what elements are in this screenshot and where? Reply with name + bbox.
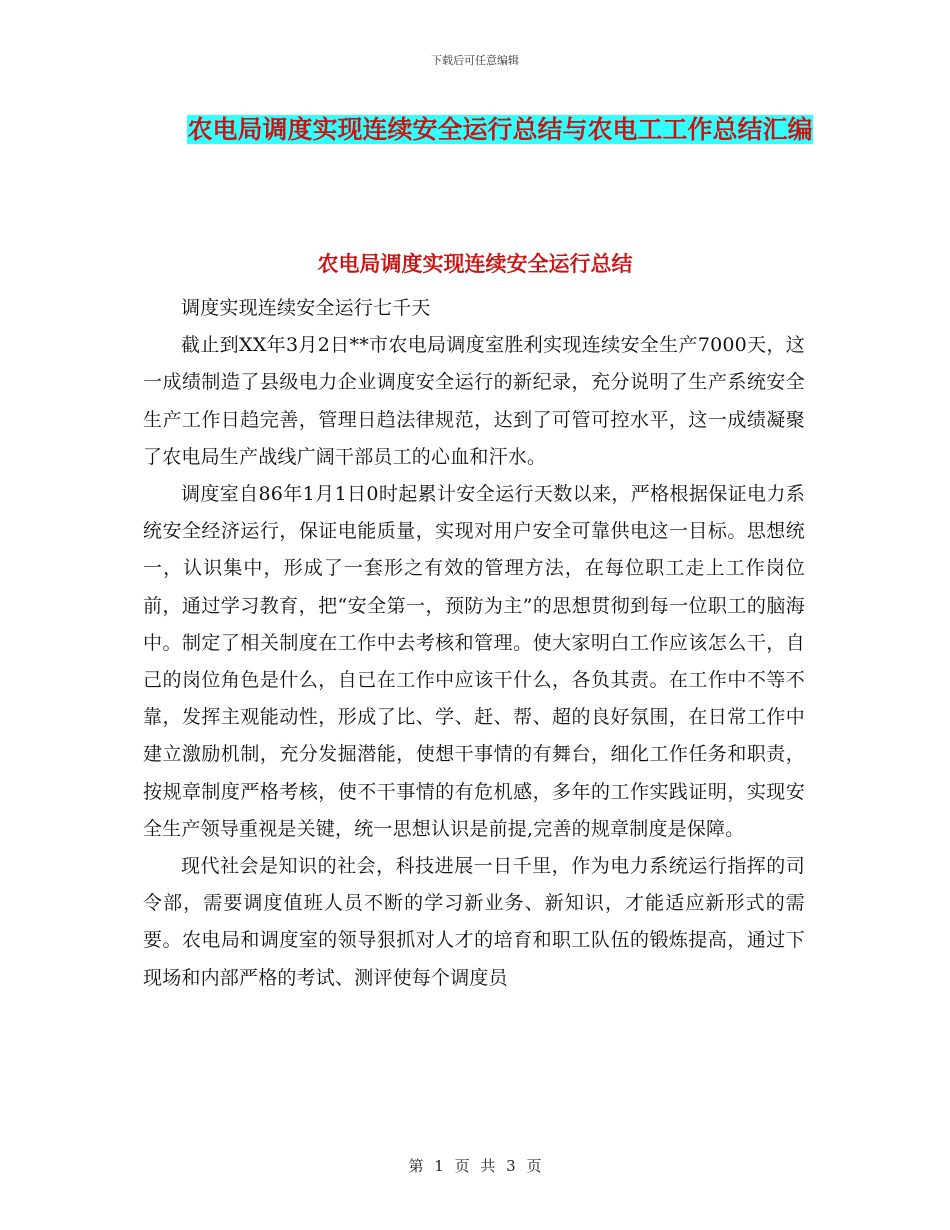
body-text: [143, 290, 805, 997]
page-number: 第 1 页 共 3 页: [408, 1157, 542, 1175]
main-title: [180, 108, 820, 152]
main-title-text: 农电局调度实现连续安全运行总结与农电工工作总结汇编: [187, 115, 813, 144]
paragraph: 截止到XX年3月2日**市农电局调度室胜利实现连续安全生产7000天，这一成绩制造了县级电力企业调度安全运行的新纪录，充分说明了生产系统安全生产工作日趋完善，管理日趋法律规范，达到了可管可控水平，这一成绩凝聚了农电局生产战线广阔干部员工的心血和汗水。: [143, 334, 805, 468]
header-note: 下载后可任意编辑: [431, 54, 519, 67]
paragraph: 调度室自86年1月1日0时起累计安全运行天数以来，严格根据保证电力系统安全经济运行，保证电能质量，实现对用户安全可靠供电这一目标。思想统一，认识集中，形成了一套形之有效的管理方法，在每位职工走上工作岗位前，通过学习教育，把“安全第一，预防为主”的思想贯彻到每一位职工的脑海中。制定了相关制度在工作中去考核和管理。使大家明白工作应该怎么干，自己的岗位角色是什么，自已在工作中应该干什么，各负其责。在工作中不等不靠，发挥主观能动性，形成了比、学、赶、帮、超的良好氛围，在日常工作中建立激励机制，充分发掘潜能，使想干事情的有舞台，细化工作任务和职责，按规章制度严格考核，使不干事情的有危机感，多年的工作实践证明，实现安全生产领导重视是关键，统一思想认识是前提,完善的规章制度是保障。: [143, 483, 805, 840]
paragraph: 现代社会是知识的社会，科技进展一日千里，作为电力系统运行指挥的司令部，需要调度值班人员不断的学习新业务、新知识，才能适应新形式的需要。农电局和调度室的领导狠抓对人才的培育和职工队伍的锻炼提高，通过下现场和内部严格的考试、测评使每个调度员: [143, 855, 805, 989]
section-title: 农电局调度实现连续安全运行总结: [317, 252, 633, 276]
paragraph: 调度实现连续安全运行七千天: [181, 297, 431, 319]
